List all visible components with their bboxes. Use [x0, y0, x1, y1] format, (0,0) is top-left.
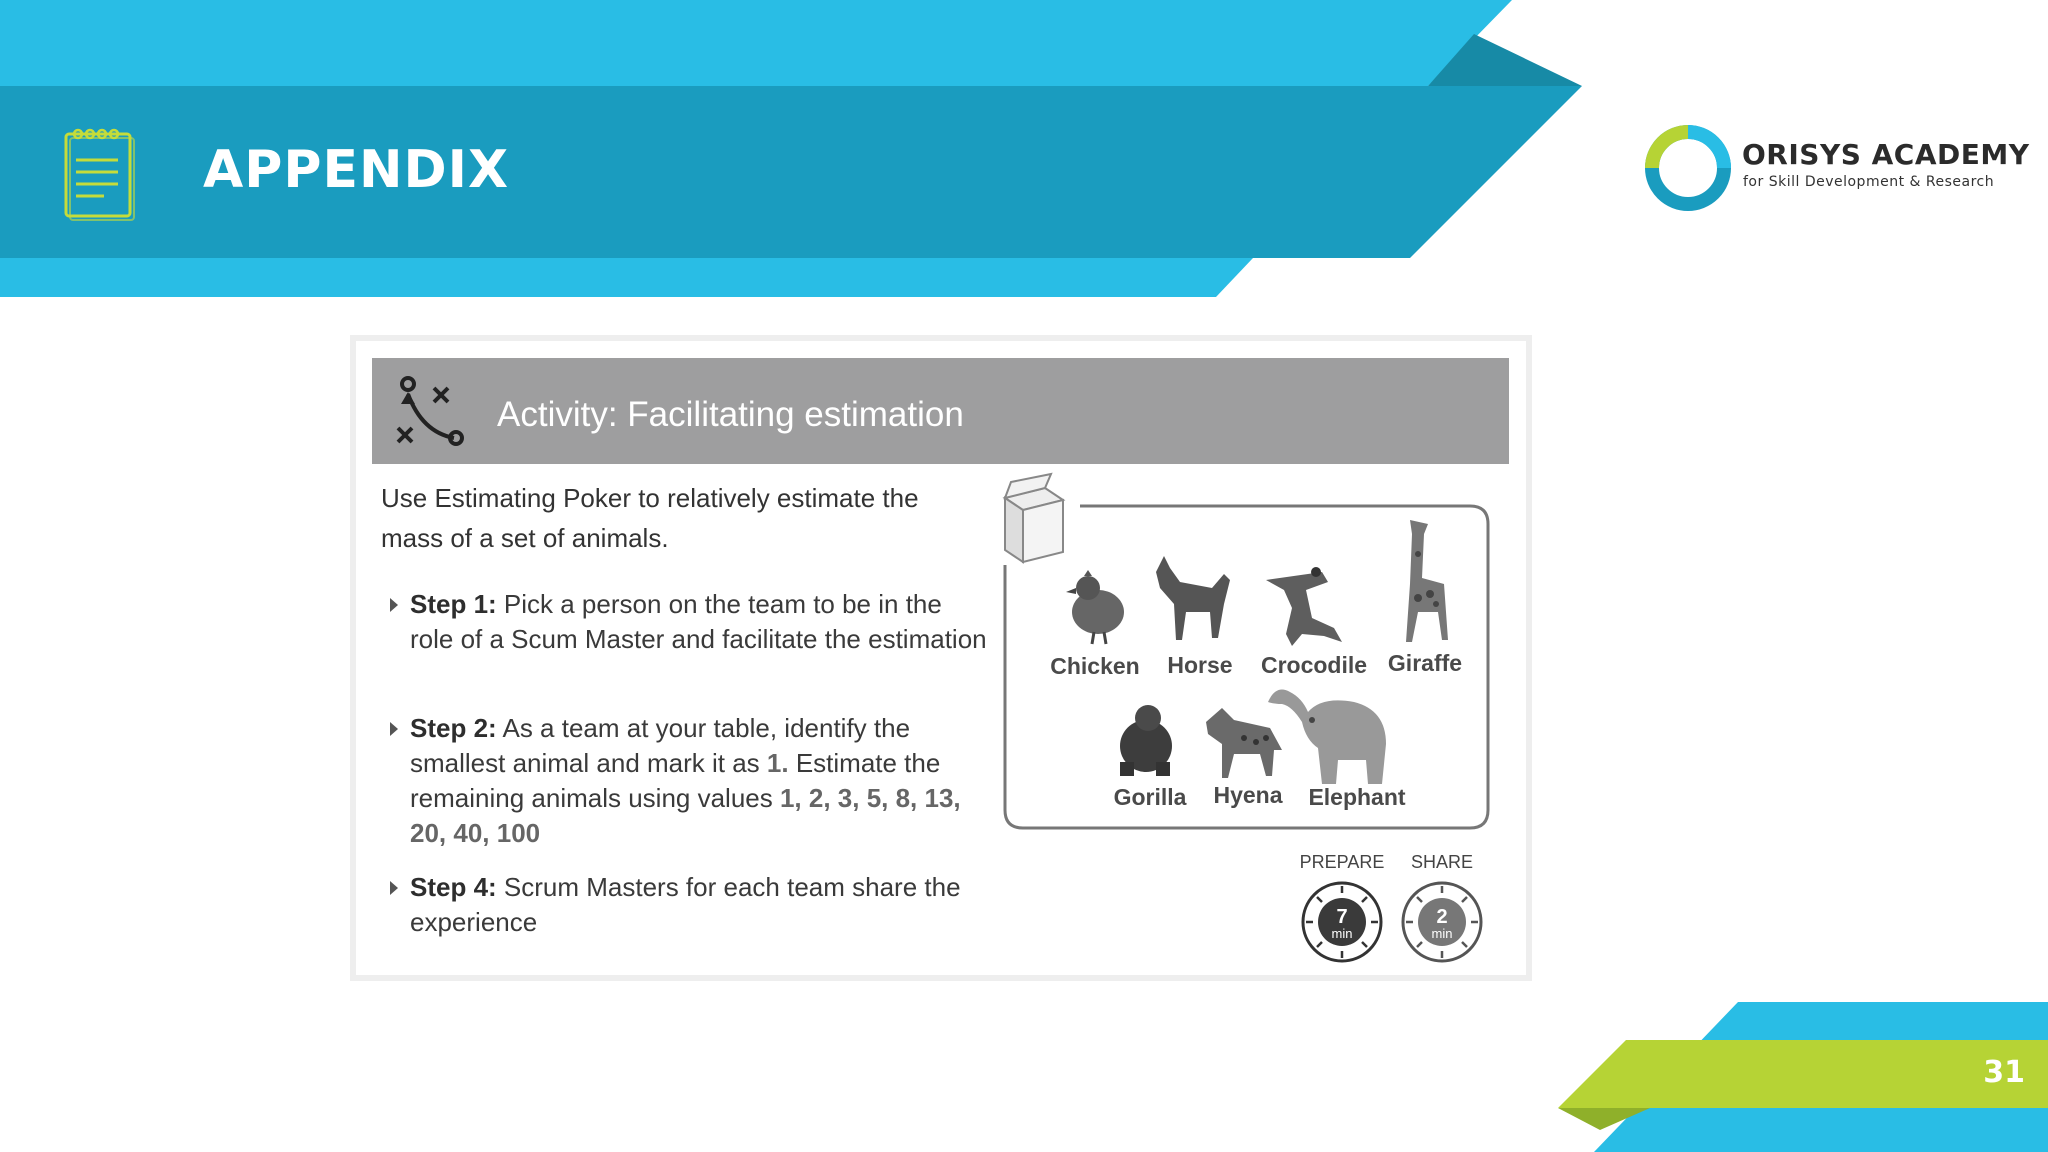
strategy-icon — [392, 372, 468, 452]
page-title: APPENDIX — [203, 140, 510, 200]
card-box-icon — [1005, 474, 1063, 562]
gorilla-icon — [1110, 704, 1180, 778]
animal-label: Hyena — [1213, 782, 1283, 808]
timer-value: 7 — [1336, 906, 1348, 928]
animal-label: Horse — [1167, 652, 1233, 678]
bullet-caret-icon — [390, 881, 398, 895]
step-item: Step 4: Scrum Masters for each team share the experience — [410, 872, 961, 937]
brand-tagline: for Skill Development & Research — [1743, 174, 1995, 190]
horse-icon — [1146, 552, 1236, 646]
elephant-icon — [1262, 682, 1392, 788]
activity-title: Activity: Facilitating estimation — [497, 395, 964, 434]
step-item: Step 2: As a team at your table, identify the smallest animal and mark it as 1. Estimate the remaining animals using values 1, 2, 3, 5, 8, 13, 20, 40, 100 — [410, 713, 961, 848]
intro-text: Use Estimating Poker to relatively estimate the mass of a set of animals. — [381, 483, 919, 553]
animal-label: Elephant — [1308, 784, 1406, 810]
animal-label: Gorilla — [1113, 784, 1187, 810]
animal-label: Chicken — [1050, 653, 1140, 679]
animal-label: Crocodile — [1260, 652, 1368, 678]
crocodile-icon — [1262, 558, 1348, 650]
timer-label: SHARE — [1410, 852, 1473, 872]
timer-value: 2 — [1436, 906, 1448, 928]
timer-unit: min — [1431, 926, 1453, 941]
page-number: 31 — [1983, 1055, 2025, 1090]
share-timer-icon — [1400, 880, 1484, 964]
timer-label: PREPARE — [1299, 852, 1385, 872]
giraffe-icon — [1388, 514, 1458, 646]
orisys-logo-icon — [1640, 120, 1736, 216]
step-item: Step 1: Pick a person on the team to be in the role of a Scum Master and facilitate the estimation — [410, 589, 987, 654]
brand-name: ORISYS ACADEMY — [1742, 138, 2030, 171]
timer-unit: min — [1331, 926, 1353, 941]
bullet-caret-icon — [390, 598, 398, 612]
notepad-icon — [60, 126, 140, 222]
animal-label: Giraffe — [1387, 650, 1463, 676]
bullet-caret-icon — [390, 722, 398, 736]
prepare-timer-icon — [1300, 880, 1384, 964]
chicken-icon — [1062, 568, 1132, 648]
